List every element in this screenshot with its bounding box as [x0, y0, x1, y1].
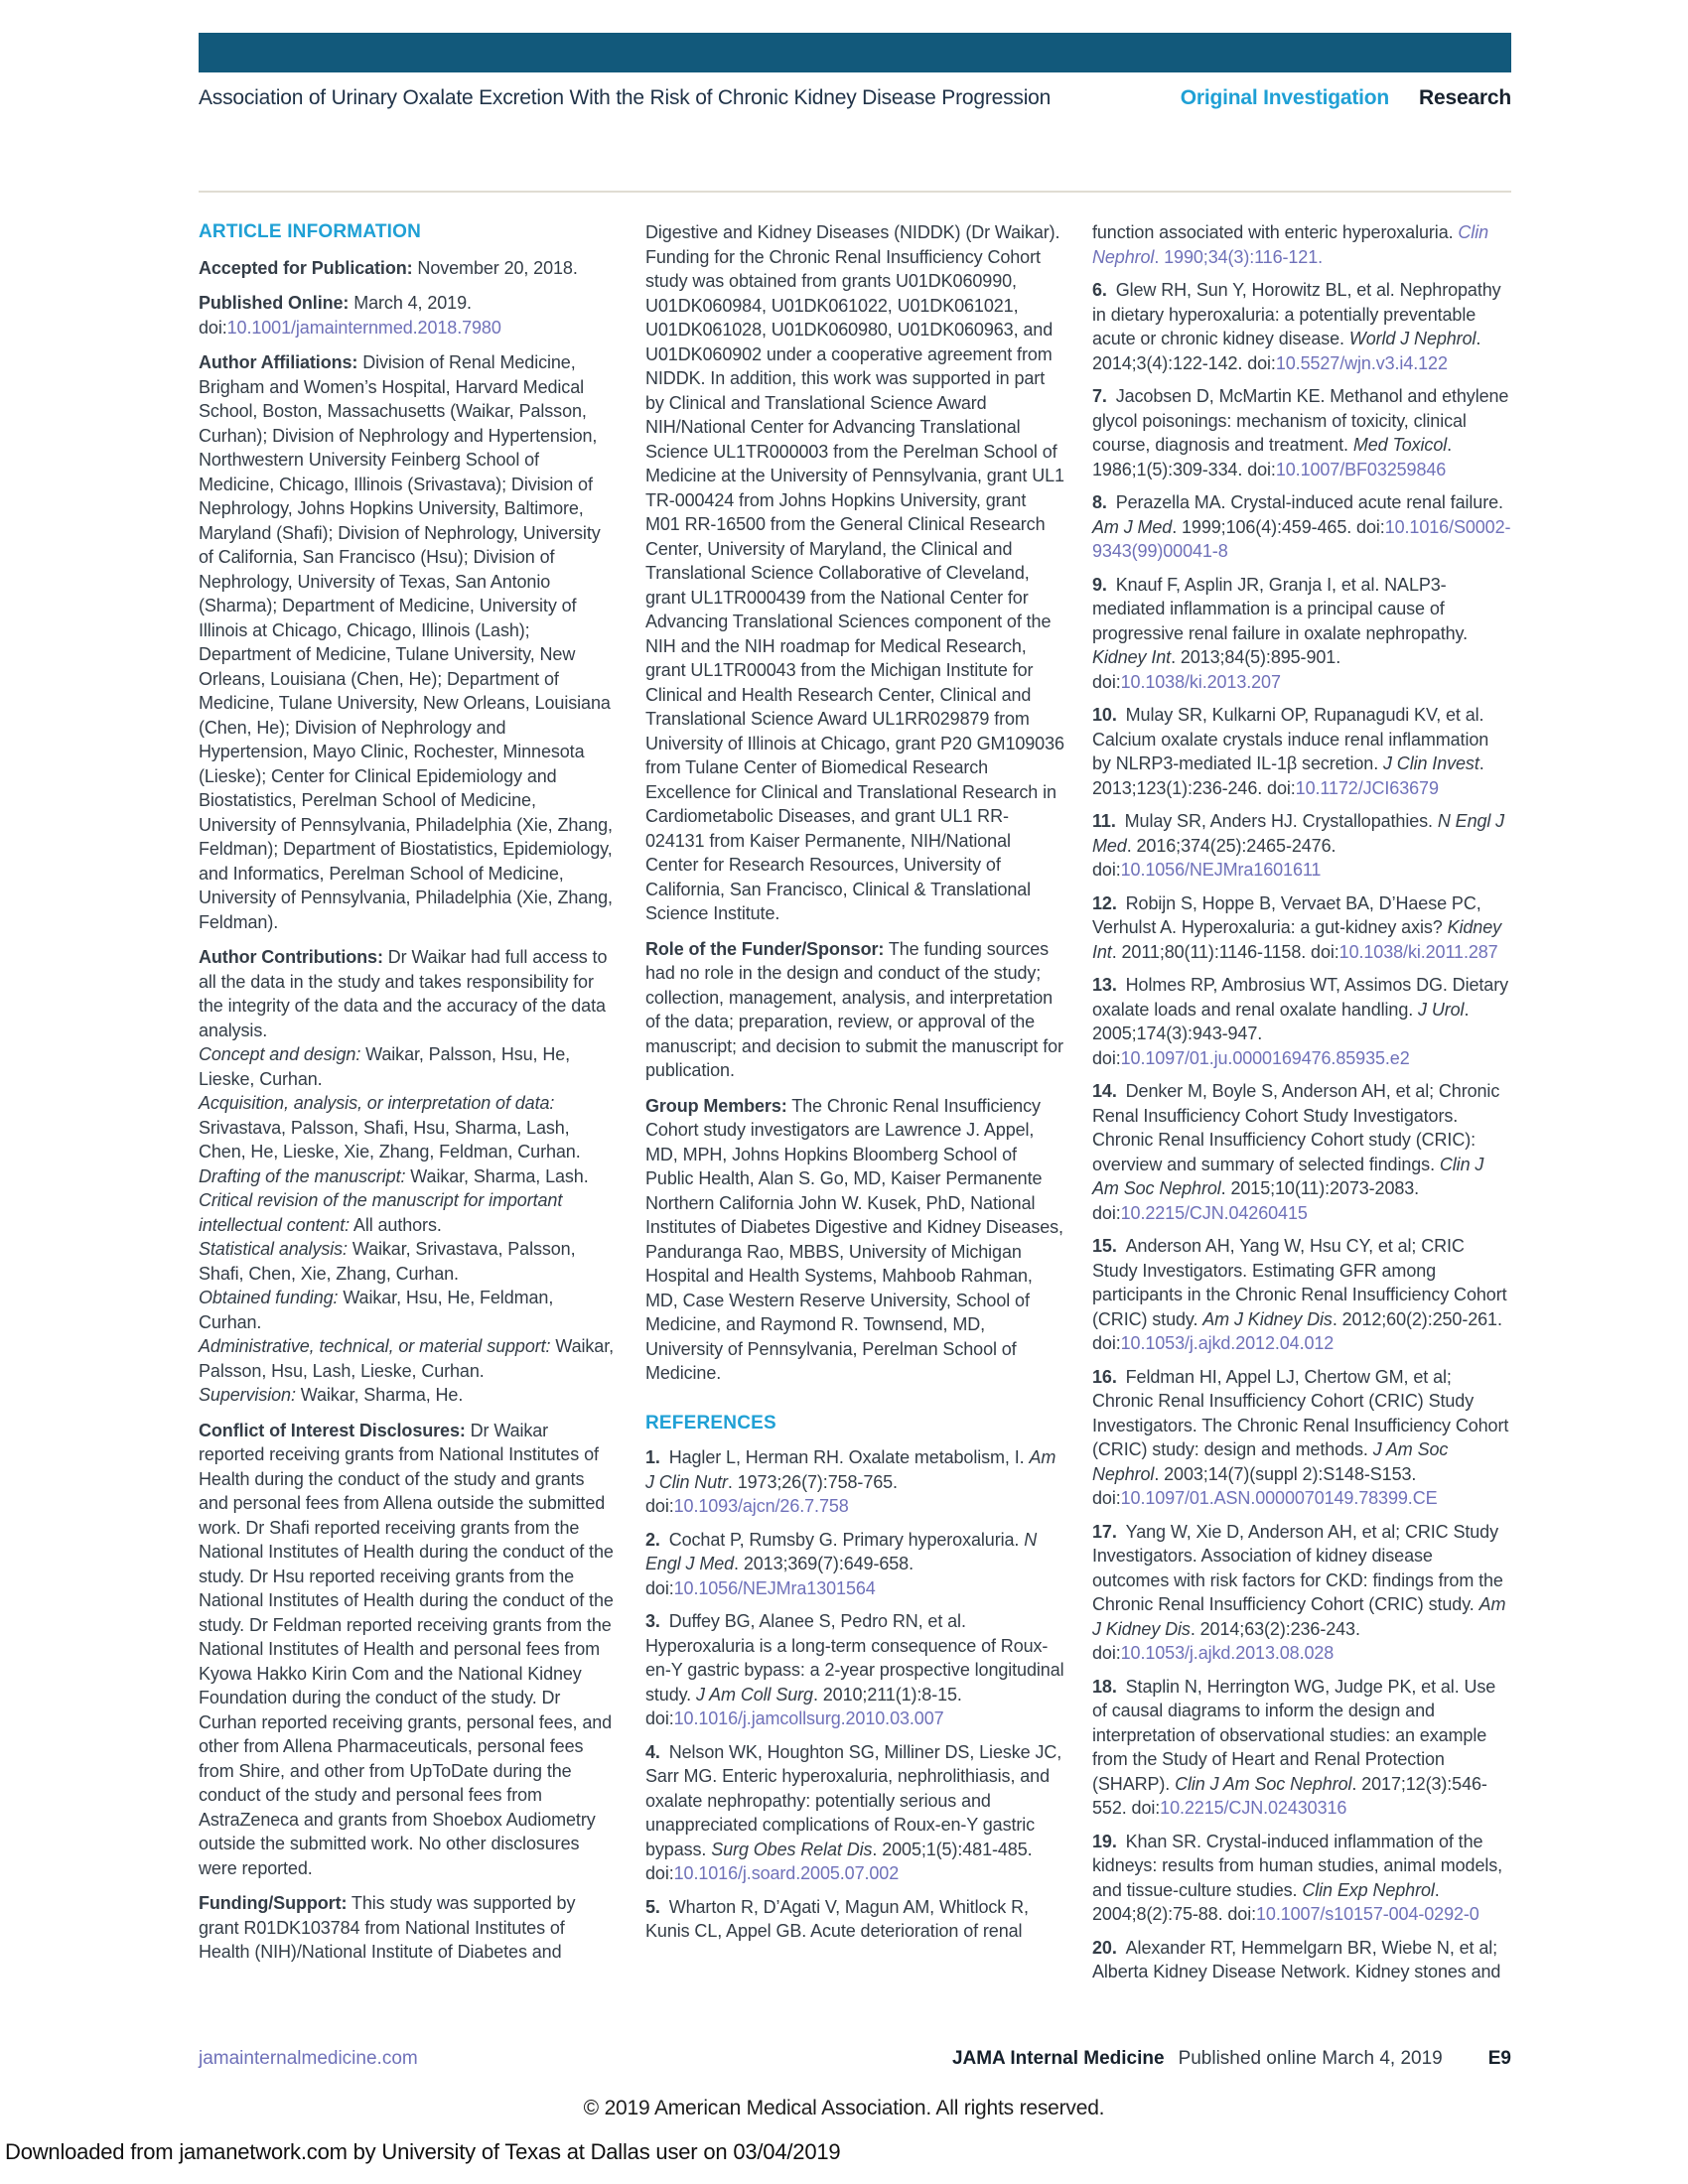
doi-link[interactable]: 10.1038/ki.2013.207	[1120, 671, 1281, 692]
body-text: . 2014;3(4):122-142. doi:	[1092, 329, 1481, 373]
reference-item	[1092, 1675, 1511, 1821]
paragraph	[199, 1237, 618, 1286]
italic-text: Am J Clin Nutr	[645, 1447, 1056, 1492]
running-head-title: Association of Urinary Oxalate Excretion With the Risk of Chronic Kidney Disease Progression	[199, 86, 1052, 109]
doi-link[interactable]: 10.1053/j.ajkd.2012.04.012	[1120, 1333, 1335, 1353]
doi-link[interactable]: 10.1056/NEJMra1601611	[1120, 860, 1322, 880]
label-text: 18.	[1092, 1676, 1117, 1697]
body-text: Waikar, Palsson, Hsu, Lash, Lieske, Curhan.	[199, 1336, 614, 1381]
label-text: 20.	[1092, 1937, 1117, 1958]
doi-link[interactable]: 10.1016/j.soard.2005.07.002	[673, 1863, 900, 1883]
label-text: 6.	[1092, 280, 1107, 300]
reference-item	[1092, 703, 1511, 800]
body-text: . 1973;26(7):758-765. doi:	[645, 1471, 898, 1516]
italic-text: Obtained funding:	[199, 1288, 339, 1307]
body-text: Perazella MA. Crystal-induced acute renal failure.	[1106, 492, 1503, 512]
body-text: . 2005;1(5):481-485. doi:	[645, 1839, 1033, 1883]
column-article-information	[199, 220, 618, 1984]
paragraph	[199, 291, 618, 340]
body-text: . 2013;84(5):895-901. doi:	[1092, 647, 1341, 692]
page-number: E9	[1487, 2048, 1511, 2069]
paragraph	[645, 1094, 1064, 1386]
doi-link[interactable]: 10.1038/ki.2011.287	[1338, 941, 1498, 962]
page-footer	[199, 2047, 1511, 2071]
body-text: Waikar, Palsson, Hsu, He, Lieske, Curhan.	[199, 1044, 571, 1089]
body-text: function associated with enteric hyperoxaluria.	[1092, 222, 1459, 242]
italic-text: Clin J Am Soc Nephrol	[1175, 1773, 1352, 1794]
body-text: . 2005;174(3):943-947. doi:	[1092, 999, 1470, 1068]
italic-text: Clin J Am Soc Nephrol	[1092, 1154, 1484, 1198]
article-columns	[199, 220, 1511, 1984]
paragraph	[1092, 220, 1511, 269]
italic-text: J Urol	[1418, 999, 1465, 1020]
label-text: 9.	[1092, 574, 1107, 595]
doi-link[interactable]: 10.1056/NEJMra1301564	[673, 1577, 876, 1598]
body-text: Feldman HI, Appel LJ, Chertow GM, et al; Chronic Renal Insufficiency Cohort (CRIC) Study Investigators. The Chronic Renal Insufficiency Cohort (CRIC) study: design and methods.	[1092, 1366, 1509, 1459]
body-text: Waikar, Sharma, He.	[295, 1385, 464, 1405]
doi-link[interactable]: 10.1097/01.ASN.0000070149.78399.CE	[1120, 1488, 1438, 1508]
paragraph	[199, 945, 618, 1042]
label-text: 3.	[645, 1611, 660, 1631]
italic-text: J Am Coll Surg	[696, 1684, 813, 1705]
italic-text: Clin Exp Nephrol	[1302, 1879, 1435, 1900]
reference-item	[1092, 573, 1511, 695]
body-text: Duffey BG, Alanee S, Pedro RN, et al. Hyperoxaluria is a long-term consequence of Roux-en-Y gastric bypass: a 2-year prospective longitudinal study.	[645, 1611, 1064, 1705]
paragraph	[199, 1383, 618, 1408]
body-text: . 2010;211(1):8-15. doi:	[645, 1684, 962, 1728]
column-references	[1092, 220, 1511, 1984]
reference-item	[1092, 1520, 1511, 1666]
reference-item	[1092, 490, 1511, 564]
category-link[interactable]: Original Investigation	[1180, 86, 1390, 109]
body-text: Dr Waikar had full access to all the data in the study and takes responsibility for the integrity of the data and the accuracy of the data analysis.	[199, 947, 608, 1040]
doi-link[interactable]: 10.1016/j.jamcollsurg.2010.03.007	[673, 1708, 944, 1728]
italic-text: World J Nephrol	[1348, 329, 1477, 348]
label-text: 14.	[1092, 1081, 1117, 1101]
doi-link[interactable]: 10.2215/CJN.04260415	[1120, 1202, 1308, 1223]
doi-link[interactable]: 10.2215/CJN.02430316	[1160, 1798, 1347, 1818]
body-text: Jacobsen D, McMartin KE. Methanol and ethylene glycol poisonings: mechanism of toxicity, clinical course, diagnosis and treatment.	[1092, 386, 1509, 455]
body-text: . 2004;8(2):75-88. doi:	[1092, 1879, 1440, 1924]
body-text: Cochat P, Rumsby G. Primary hyperoxaluria.	[659, 1529, 1025, 1550]
reference-item	[1092, 1234, 1511, 1356]
header-rule	[199, 191, 1511, 193]
body-text: . 2013;123(1):236-246. doi:	[1092, 753, 1484, 798]
journal-website-link[interactable]: jamainternalmedicine.com	[199, 2048, 418, 2069]
section-heading: ARTICLE INFORMATION	[199, 221, 422, 242]
reference-item	[645, 1895, 1064, 1944]
paragraph	[199, 1188, 618, 1237]
reference-item	[645, 1609, 1064, 1731]
label-text: Published Online:	[199, 293, 350, 313]
label-text: 13.	[1092, 975, 1117, 995]
body-text: . 2003;14(7)(suppl 2):S148-S153. doi:	[1092, 1463, 1417, 1508]
body-text: . 2015;10(11):2073-2083. doi:	[1092, 1178, 1420, 1223]
paragraph	[645, 220, 1064, 926]
paragraph	[199, 1286, 618, 1334]
body-text: . 2017;12(3):546-552. doi:	[1092, 1773, 1487, 1818]
body-text: Srivastava, Palsson, Shafi, Hsu, Sharma, Lash, Chen, He, Lieske, Xie, Zhang, Feldman, Curhan.	[199, 1117, 581, 1161]
italic-text: Kidney Int	[1092, 647, 1172, 667]
italic-text: Drafting of the manuscript:	[199, 1165, 406, 1186]
reference-item	[1092, 1830, 1511, 1927]
reference-item	[645, 1528, 1064, 1601]
paragraph	[199, 1419, 618, 1881]
reference-item	[645, 1445, 1064, 1519]
paragraph	[199, 1042, 618, 1091]
body-text: Knauf F, Asplin JR, Granja I, et al. NALP3-mediated inflammation is a principal cause of progressive renal failure in oxalate nephropathy.	[1092, 574, 1468, 643]
journal-color-bar	[199, 33, 1511, 72]
body-text: Division of Renal Medicine, Brigham and Women’s Hospital, Harvard Medical School, Boston, Massachusetts (Waikar, Palsson, Curhan); Division of Nephrology and Hypertension, Northwestern University Feinberg School of Medicine, Chicago, Illinois (Srivastava); Division of Nephrology, Johns Hopkins University, Baltimore, Maryland (Shafi); Division of Nephrology, University of California, San Francisco (Hsu); Division of Nephrology, University of Texas, San Antonio (Sharma); Department of Medicine, University of Illinois at Chicago, Chicago, Illinois (Lash); Department of Medicine, Tulane University, New Orleans, Louisiana (Chen, He); Department of Medicine, Tulane University, New Orleans, Louisiana (Chen, He); Division of Nephrology and Hypertension, Mayo Clinic, Rochester, Minnesota (Lieske); Center for Clinical Epidemiology and Biostatistics, Perelman School of Medicine, University of Pennsylvania, Philadelphia (Xie, Zhang, Feldman); Department of Biostatistics, Epidemiology, and Informatics, Perelman School of Medicine, University of Pennsylvania, Philadelphia (Xie, Zhang, Feldman).	[199, 352, 613, 932]
body-text: Hagler L, Herman RH. Oxalate metabolism, I.	[659, 1447, 1030, 1467]
doi-link[interactable]: 10.1053/j.ajkd.2013.08.028	[1120, 1643, 1335, 1663]
label-text: 10.	[1092, 705, 1117, 725]
paragraph	[199, 1334, 618, 1383]
label-text: Funding/Support:	[199, 1893, 348, 1913]
italic-text: N Engl J Med	[1092, 811, 1505, 856]
italic-text: Critical revision of the manuscript for important intellectual content:	[199, 1190, 563, 1235]
label-text: Role of the Funder/Sponsor:	[645, 938, 885, 959]
italic-text: J Clin Invest	[1383, 753, 1479, 773]
italic-text: Am J Med	[1092, 516, 1173, 537]
italic-text: Administrative, technical, or material support:	[199, 1336, 551, 1356]
label-text: 11.	[1092, 811, 1116, 831]
label-text: 12.	[1092, 892, 1117, 913]
body-text: Mulay SR, Kulkarni OP, Rupanagudi KV, et al. Calcium oxalate crystals induce renal inflammation by NLRP3-mediated IL-1β secretion.	[1092, 705, 1489, 773]
paragraph	[199, 1164, 618, 1189]
download-notice: Downloaded from jamanetwork.com by University of Texas at Dallas user on 03/04/2019	[5, 2139, 841, 2164]
label-text: 16.	[1092, 1366, 1117, 1387]
body-text: . 1999;106(4):459-465. doi:	[1172, 516, 1385, 537]
body-text: Alexander RT, Hemmelgarn BR, Wiebe N, et al; Alberta Kidney Disease Network. Kidney stones and	[1092, 1937, 1501, 1981]
body-text: The funding sources had no role in the design and conduct of the study; collection, management, analysis, and interpretation of the data; preparation, review, or approval of the manuscript; and decision to submit the manuscript for publication.	[645, 938, 1063, 1080]
body-text: Yang W, Xie D, Anderson AH, et al; CRIC Study Investigators. Association of kidney disease outcomes with risk factors for CKD: findings from the Chronic Renal Insufficiency Cohort (CRIC) study.	[1092, 1521, 1503, 1614]
body-text: . 2013;369(7):649-658. doi:	[645, 1554, 914, 1598]
reference-item	[645, 1740, 1064, 1886]
italic-text: Concept and design:	[199, 1044, 361, 1064]
italic-text: Am J Kidney Dis	[1092, 1594, 1506, 1639]
published-date: Published online March 4, 2019	[1178, 2048, 1443, 2069]
label-text: Conflict of Interest Disclosures:	[199, 1420, 466, 1440]
doi-link[interactable]: 10.1007/s10157-004-0292-0	[1256, 1904, 1479, 1924]
reference-item	[1092, 278, 1511, 375]
body-text: . 2014;63(2):236-243. doi:	[1092, 1618, 1360, 1663]
reference-item	[1092, 891, 1511, 965]
body-text: Digestive and Kidney Diseases (NIDDK) (Dr Waikar). Funding for the Chronic Renal Insufficiency Cohort study was obtained from grants U01DK060990, U01DK060984, U01DK061022, U01DK061021, U01DK061028, U01DK060980, U01DK060963, and U01DK060902 under a cooperative agreement from NIDDK. In addition, this work was supported in part by Clinical and Translational Science Award NIH/National Center for Advancing Translational Science UL1TR000003 from the Perelman School of Medicine at the University of Pennsylvania, grant UL1 TR-000424 from Johns Hopkins University, grant M01 RR-16500 from the General Clinical Research Center, University of Maryland, the Clinical and Translational Science Collaborative of Cleveland, grant UL1TR000439 from the National Center for Advancing Translational Sciences component of the NIH and the NIH roadmap for Medical Research, grant UL1TR00043 from the Michigan Institute for Clinical and Health Research Center, Clinical and Translational Science Award UL1RR029879 from University of Illinois at Chicago, grant P20 GM109036 from Tulane Center of Biomedical Research Excellence for Clinical and Translational Research in Cardiometabolic Diseases, and grant UL1 RR-024131 from Kaiser Permanente, NIH/National Center for Research Resources, University of California, San Francisco, Clinical & Translational Science Institute.	[645, 222, 1064, 923]
body-text: Denker M, Boyle S, Anderson AH, et al; Chronic Renal Insufficiency Cohort Study Investigators. Chronic Renal Insufficiency Cohort study (CRIC): overview and summary of selected findings.	[1092, 1081, 1500, 1174]
body-text: Wharton R, D’Agati V, Magun AM, Whitlock R, Kunis CL, Appel GB. Acute deterioration of renal	[645, 1896, 1029, 1941]
label-text: Author Affiliations:	[199, 352, 358, 372]
running-head	[199, 85, 1511, 111]
body-text: Anderson AH, Yang W, Hsu CY, et al; CRIC Study Investigators. Estimating GFR among participants in the Chronic Renal Insufficiency Cohort (CRIC) study.	[1092, 1236, 1507, 1329]
italic-text: Surg Obes Relat Dis	[711, 1839, 873, 1859]
label-text: Group Members:	[645, 1095, 787, 1116]
doi-link[interactable]: 10.1172/JCI63679	[1295, 777, 1439, 798]
italic-text: Med Toxicol	[1352, 435, 1448, 455]
label-text: 5.	[645, 1896, 660, 1917]
paragraph	[199, 1891, 618, 1965]
doi-link[interactable]: 10.1016/S0002-9343(99)00041-8	[1092, 516, 1511, 561]
body-text: All authors.	[350, 1214, 442, 1235]
journal-name: JAMA Internal Medicine	[951, 2048, 1165, 2069]
reference-item	[1092, 809, 1511, 883]
label-text: 1.	[645, 1447, 660, 1467]
body-text: Staplin N, Herrington WG, Judge PK, et al. Use of causal diagrams to inform the design and interpretation of observational studies: an example from the Study of Heart and Renal Protection (SHARP).	[1092, 1676, 1496, 1794]
italic-text: Kidney Int	[1092, 917, 1502, 962]
column-funding-references	[645, 220, 1064, 1984]
doi-link[interactable]: 10.1097/01.ju.0000169476.85935.e2	[1120, 1047, 1410, 1068]
italic-text: Supervision:	[199, 1385, 296, 1405]
section-heading: REFERENCES	[645, 1412, 776, 1433]
body-text: Glew RH, Sun Y, Horowitz BL, et al. Nephropathy in dietary hyperoxaluria: a potentially preventable acute or chronic kidney disease.	[1092, 280, 1501, 348]
label-text: 8.	[1092, 492, 1107, 512]
reference-item	[1092, 1365, 1511, 1511]
doi-link[interactable]: 10.5527/wjn.v3.i4.122	[1275, 352, 1448, 373]
body-text: . 2016;374(25):2465-2476. doi:	[1092, 835, 1336, 880]
doi-link[interactable]: Clin Nephrol	[1092, 222, 1489, 267]
body-text: Waikar, Hsu, He, Feldman, Curhan.	[199, 1288, 554, 1332]
doi-link[interactable]: 10.1007/BF03259846	[1275, 459, 1447, 479]
label-text: Accepted for Publication:	[199, 257, 413, 278]
body-text: November 20, 2018.	[412, 257, 578, 278]
paragraph	[199, 1091, 618, 1164]
paragraph	[199, 256, 618, 281]
italic-text: J Am Soc Nephrol	[1092, 1439, 1449, 1484]
section-label: Research	[1419, 86, 1511, 109]
body-text: . 2012;60(2):250-261. doi:	[1092, 1308, 1502, 1353]
body-text: Holmes RP, Ambrosius WT, Assimos DG. Dietary oxalate loads and renal oxalate handling.	[1092, 975, 1508, 1020]
italic-text: N Engl J Med	[645, 1529, 1038, 1573]
italic-text: Acquisition, analysis, or interpretation of data:	[199, 1093, 555, 1113]
body-text: Mulay SR, Anders HJ. Crystallopathies.	[1115, 811, 1438, 831]
body-text: Khan SR. Crystal-induced inflammation of the kidneys: results from human studies, animal models, and tissue-culture studies.	[1092, 1831, 1503, 1900]
body-text: Dr Waikar reported receiving grants from National Institutes of Health during the conduct of the study and grants and personal fees from Allena outside the submitted work. Dr Shafi reported receiving grants from the National Institutes of Health during the conduct of the study. Dr Hsu reported receiving grants from the National Institutes of Health during the conduct of the study. Dr Feldman reported receiving grants from the National Institutes of Health and personal fees from Kyowa Hakko Kirin Com and the National Kidney Foundation during the conduct of the study. Dr Curhan reported receiving grants, personal fees, and other from Allena Pharmaceuticals, personal fees from Shire, and other from UpToDate during the conduct of the study and personal fees from AstraZeneca and grants from Shoebox Audiometry outside the submitted work. No other disclosures were reported.	[199, 1420, 614, 1878]
body-text: This study was supported by grant R01DK103784 from National Institutes of Health (NIH)/National Institute of Diabetes and	[199, 1893, 576, 1962]
label-text: 15.	[1092, 1236, 1117, 1256]
reference-item	[1092, 384, 1511, 481]
body-text: . 2011;80(11):1146-1158. doi:	[1111, 941, 1339, 962]
paragraph	[199, 350, 618, 934]
doi-link[interactable]: 10.1093/ajcn/26.7.758	[673, 1496, 849, 1516]
label-text: Author Contributions:	[199, 947, 383, 967]
footer-citation	[952, 2047, 1511, 2071]
label-text: 17.	[1092, 1521, 1117, 1542]
body-text: Waikar, Srivastava, Palsson, Shafi, Chen, Xie, Zhang, Curhan.	[199, 1239, 576, 1284]
body-text: Waikar, Sharma, Lash.	[405, 1165, 589, 1186]
body-text: Nelson WK, Houghton SG, Milliner DS, Lieske JC, Sarr MG. Enteric hyperoxaluria, nephrolithiasis, and oxalate nephropathy: potentially serious and unappreciated complications of Roux-en-Y gastric bypass.	[645, 1741, 1062, 1859]
paragraph	[645, 937, 1064, 1083]
italic-text: Am J Kidney Dis	[1202, 1308, 1333, 1329]
reference-item	[1092, 1936, 1511, 1984]
reference-item	[1092, 973, 1511, 1070]
doi-link[interactable]: . 1990;34(3):116-121.	[1154, 246, 1324, 267]
body-text: March 4, 2019. doi:	[199, 293, 472, 338]
reference-item	[1092, 1079, 1511, 1225]
doi-link[interactable]: 10.1001/jamainternmed.2018.7980	[226, 317, 501, 338]
copyright-notice: © 2019 American Medical Association. All rights reserved.	[583, 2097, 1105, 2119]
label-text: 2.	[645, 1529, 660, 1550]
body-text: Robijn S, Hoppe B, Vervaet BA, D’Haese PC, Verhulst A. Hyperoxaluria: a gut-kidney axis?	[1092, 892, 1481, 937]
body-text: The Chronic Renal Insufficiency Cohort study investigators are Lawrence J. Appel, MD, MPH, Johns Hopkins Bloomberg School of Public Health, Alan S. Go, MD, Kaiser Permanente Northern California John W. Kusek, PhD, National Institutes of Diabetes Digestive and Kidney Diseases, Panduranga Rao, MBBS, University of Michigan Hospital and Health Systems, Mahboob Rahman, MD, Case Western Reserve University, School of Medicine, and Raymond R. Townsend, MD, University of Pennsylvania, Perelman School of Medicine.	[645, 1095, 1063, 1383]
label-text: 7.	[1092, 386, 1107, 406]
running-head-right	[1181, 85, 1511, 111]
label-text: 19.	[1092, 1831, 1117, 1851]
italic-text: Statistical analysis:	[199, 1239, 348, 1259]
label-text: 4.	[645, 1741, 660, 1762]
body-text: . 1986;1(5):309-334. doi:	[1092, 435, 1453, 479]
